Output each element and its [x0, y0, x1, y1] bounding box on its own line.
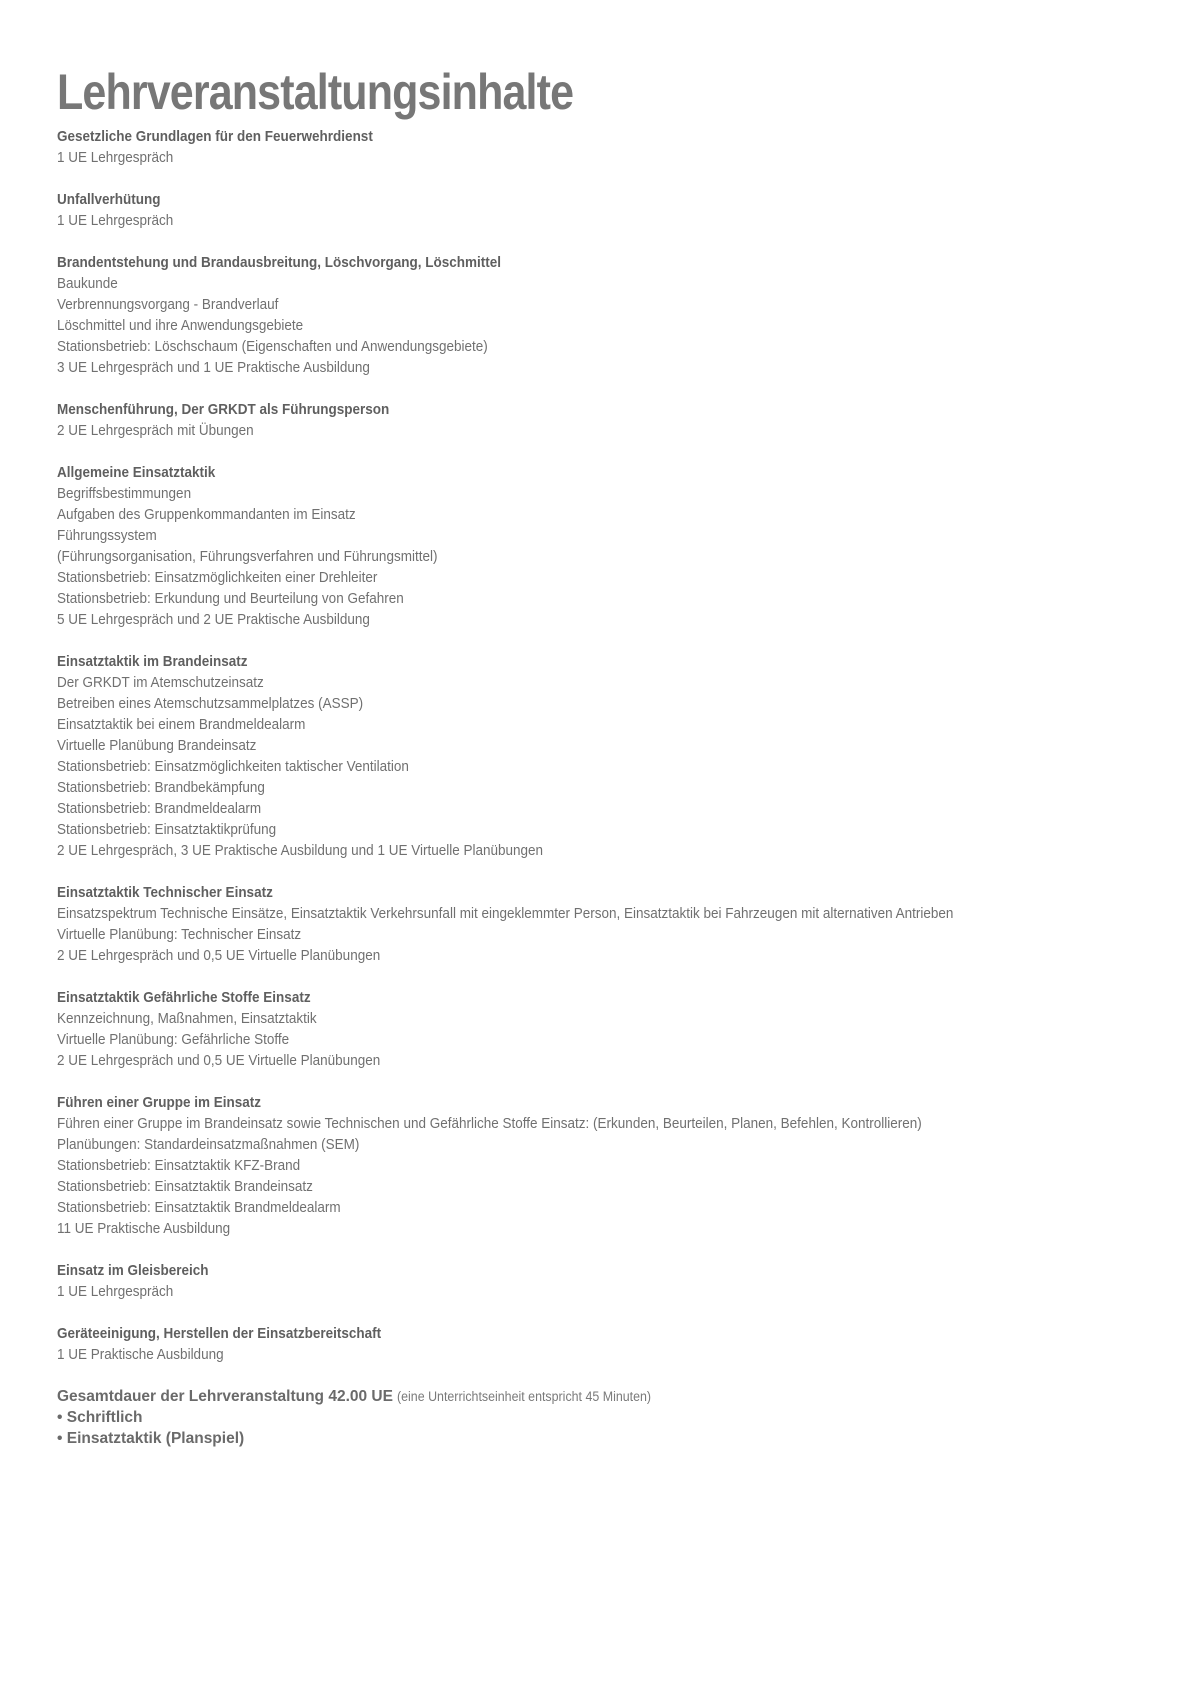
- section-line: Stationsbetrieb: Löschschaum (Eigenschaften und Anwendungsgebiete): [57, 338, 488, 355]
- section-line: 11 UE Praktische Ausbildung: [57, 1220, 231, 1237]
- section-line: Stationsbetrieb: Einsatztaktik Brandmeldealarm: [57, 1199, 341, 1216]
- document-page: [57, 60, 1137, 1449]
- content-section: [57, 462, 1047, 630]
- section-line: Aufgaben des Gruppenkommandanten im Einsatz: [57, 506, 356, 523]
- content-section: [57, 1323, 1047, 1365]
- section-line: 1 UE Praktische Ausbildung: [57, 1346, 224, 1363]
- content-section: [57, 399, 1047, 441]
- section-line: 5 UE Lehrgespräch und 2 UE Praktische Ausbildung: [57, 611, 370, 628]
- page-title: Lehrveranstaltungsinhalte: [57, 64, 574, 120]
- section-line: 3 UE Lehrgespräch und 1 UE Praktische Ausbildung: [57, 359, 370, 376]
- summary-block: [57, 1386, 1137, 1449]
- section-line: 2 UE Lehrgespräch, 3 UE Praktische Ausbildung und 1 UE Virtuelle Planübungen: [57, 842, 544, 859]
- section-line: Virtuelle Planübung Brandeinsatz: [57, 737, 257, 754]
- section-line: Kennzeichnung, Maßnahmen, Einsatztaktik: [57, 1010, 317, 1027]
- section-heading: Führen einer Gruppe im Einsatz: [57, 1094, 262, 1111]
- section-line: 1 UE Lehrgespräch: [57, 212, 174, 229]
- section-line: 2 UE Lehrgespräch und 0,5 UE Virtuelle Planübungen: [57, 947, 381, 964]
- summary-note: (eine Unterrichtseinheit entspricht 45 Minuten): [397, 1389, 652, 1404]
- summary-line: [57, 1386, 1137, 1407]
- section-line: Führen einer Gruppe im Brandeinsatz sowie Technischen und Gefährliche Stoffe Einsatz: (Erkunden, Beurteilen, Planen, Befehlen, Kontrollieren): [57, 1115, 922, 1132]
- section-line: Einsatzspektrum Technische Einsätze, Einsatztaktik Verkehrsunfall mit eingeklemmter Person, Einsatztaktik bei Fahrzeugen mit alternativen Antrieben: [57, 905, 954, 922]
- section-line: Planübungen: Standardeinsatzmaßnahmen (SEM): [57, 1136, 360, 1153]
- section-line: Löschmittel und ihre Anwendungsgebiete: [57, 317, 304, 334]
- section-line: Stationsbetrieb: Brandmeldealarm: [57, 800, 262, 817]
- section-line: Virtuelle Planübung: Technischer Einsatz: [57, 926, 302, 943]
- section-line: Betreiben eines Atemschutzsammelplatzes (ASSP): [57, 695, 364, 712]
- section-heading: Allgemeine Einsatztaktik: [57, 464, 216, 481]
- content-section: [57, 189, 1047, 231]
- summary-title: Gesamtdauer der Lehrveranstaltung 42.00 UE: [57, 1388, 393, 1405]
- content-section: [57, 1260, 1047, 1302]
- content-section: [57, 882, 1047, 966]
- section-line: 1 UE Lehrgespräch: [57, 149, 174, 166]
- section-line: Stationsbetrieb: Einsatzmöglichkeiten taktischer Ventilation: [57, 758, 409, 775]
- section-heading: Brandentstehung und Brandausbreitung, Löschvorgang, Löschmittel: [57, 254, 502, 271]
- section-heading: Einsatztaktik im Brandeinsatz: [57, 653, 248, 670]
- section-line: Stationsbetrieb: Einsatztaktikprüfung: [57, 821, 277, 838]
- section-heading: Gesetzliche Grundlagen für den Feuerwehrdienst: [57, 128, 373, 145]
- section-line: Stationsbetrieb: Erkundung und Beurteilung von Gefahren: [57, 590, 404, 607]
- section-line: Stationsbetrieb: Einsatzmöglichkeiten einer Drehleiter: [57, 569, 378, 586]
- section-heading: Menschenführung, Der GRKDT als Führungsperson: [57, 401, 390, 418]
- section-line: 1 UE Lehrgespräch: [57, 1283, 174, 1300]
- section-line: Stationsbetrieb: Einsatztaktik KFZ-Brand: [57, 1157, 301, 1174]
- section-line: Der GRKDT im Atemschutzeinsatz: [57, 674, 264, 691]
- sections-list: [57, 126, 1137, 1365]
- content-section: [57, 126, 1047, 168]
- content-section: [57, 651, 1047, 861]
- content-section: [57, 1092, 1047, 1239]
- content-section: [57, 252, 1047, 378]
- section-line: Führungssystem: [57, 527, 157, 544]
- content-section: [57, 987, 1047, 1071]
- section-heading: Einsatztaktik Technischer Einsatz: [57, 884, 273, 901]
- summary-bullet: • Schriftlich: [57, 1409, 143, 1426]
- section-line: Verbrennungsvorgang - Brandverlauf: [57, 296, 279, 313]
- summary-bullet: • Einsatztaktik (Planspiel): [57, 1430, 245, 1447]
- section-line: (Führungsorganisation, Führungsverfahren und Führungsmittel): [57, 548, 438, 565]
- section-heading: Unfallverhütung: [57, 191, 161, 208]
- section-line: Virtuelle Planübung: Gefährliche Stoffe: [57, 1031, 290, 1048]
- section-heading: Einsatztaktik Gefährliche Stoffe Einsatz: [57, 989, 311, 1006]
- section-line: Baukunde: [57, 275, 118, 292]
- section-line: Stationsbetrieb: Brandbekämpfung: [57, 779, 265, 796]
- section-line: 2 UE Lehrgespräch mit Übungen: [57, 422, 254, 439]
- section-heading: Geräteeinigung, Herstellen der Einsatzbereitschaft: [57, 1325, 382, 1342]
- section-line: 2 UE Lehrgespräch und 0,5 UE Virtuelle Planübungen: [57, 1052, 381, 1069]
- section-line: Einsatztaktik bei einem Brandmeldealarm: [57, 716, 306, 733]
- section-line: Begriffsbestimmungen: [57, 485, 192, 502]
- section-line: Stationsbetrieb: Einsatztaktik Brandeinsatz: [57, 1178, 313, 1195]
- section-heading: Einsatz im Gleisbereich: [57, 1262, 209, 1279]
